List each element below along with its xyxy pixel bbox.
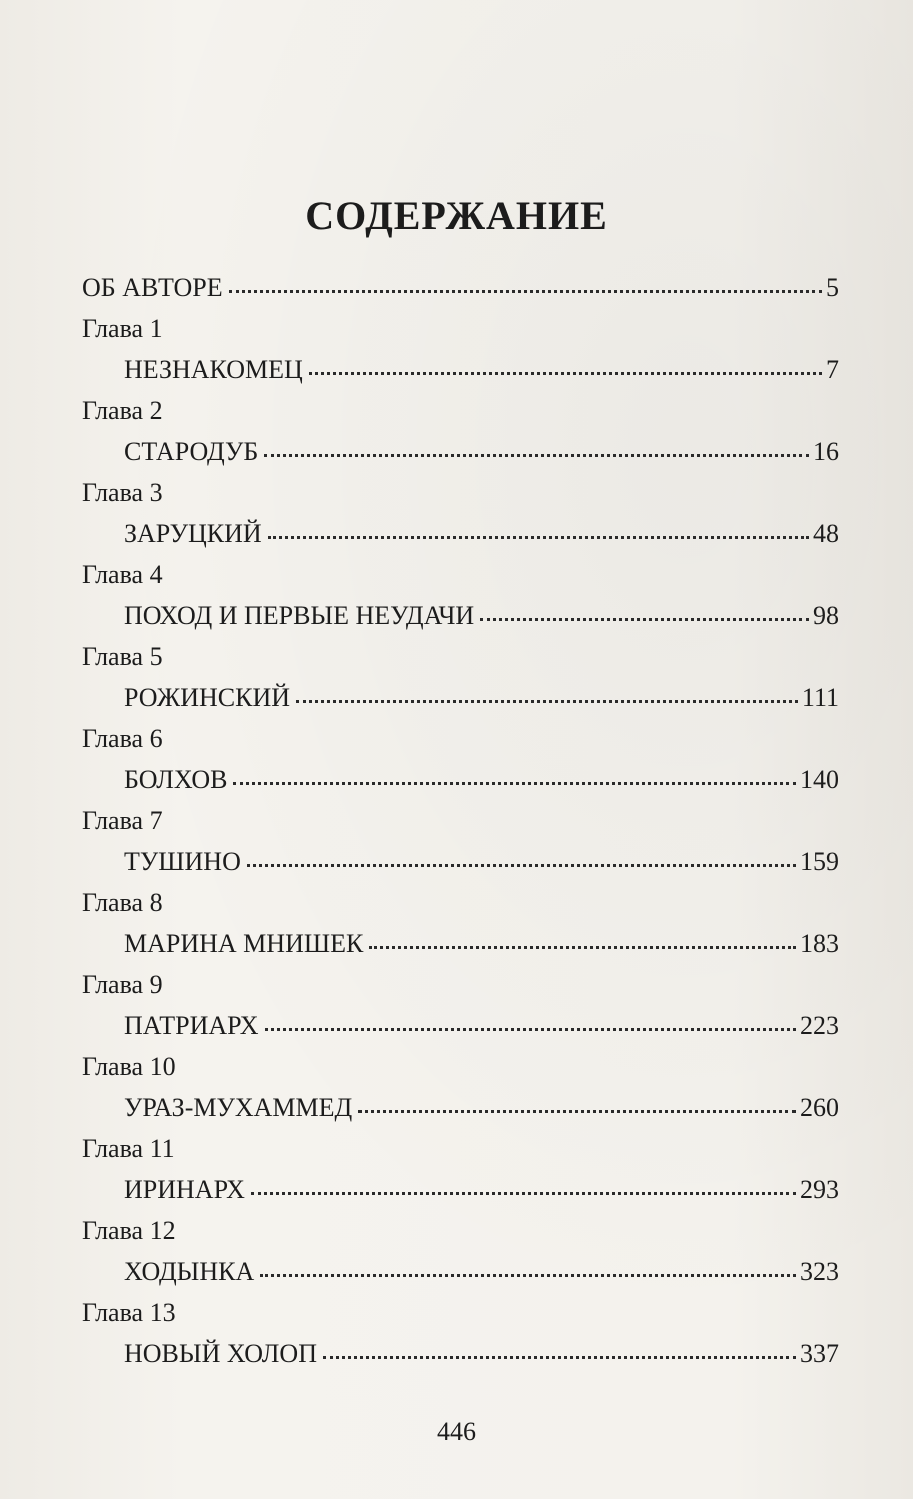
toc-entry-label: БОЛХОВ xyxy=(124,765,228,794)
chapter-heading: Глава 8 xyxy=(82,888,163,917)
page-number: 446 xyxy=(437,1417,476,1446)
toc-entry-page: 293 xyxy=(800,1175,839,1204)
dot-leader xyxy=(296,700,798,703)
toc-entry-page: 16 xyxy=(813,437,839,466)
toc-entry-label: ПОХОД И ПЕРВЫЕ НЕУДАЧИ xyxy=(124,601,475,630)
toc-entry-chapter-13 xyxy=(82,1333,839,1374)
dot-leader xyxy=(229,290,822,293)
toc-entry-page: 5 xyxy=(826,273,839,302)
toc-entry-chapter-2 xyxy=(82,431,839,472)
toc-entry-page: 140 xyxy=(800,765,839,794)
chapter-heading: Глава 13 xyxy=(82,1298,176,1327)
dot-leader xyxy=(369,946,796,949)
toc-entry-page: 260 xyxy=(800,1093,839,1122)
toc-entry-about-author xyxy=(82,267,839,308)
toc-entry-chapter-7 xyxy=(82,841,839,882)
toc-entry-chapter-3 xyxy=(82,513,839,554)
toc-entry-chapter-9 xyxy=(82,1005,839,1046)
toc-entry-chapter-4 xyxy=(82,595,839,636)
table-of-contents xyxy=(82,267,839,1374)
toc-entry-page: 323 xyxy=(800,1257,839,1286)
toc-entry-page: 98 xyxy=(813,601,839,630)
chapter-heading: Глава 4 xyxy=(82,560,163,589)
chapter-list xyxy=(82,308,839,1374)
toc-entry-page: 337 xyxy=(800,1339,839,1368)
chapter-heading: Глава 2 xyxy=(82,396,163,425)
dot-leader xyxy=(265,1028,796,1031)
toc-entry-chapter-6 xyxy=(82,759,839,800)
chapter-heading: Глава 9 xyxy=(82,970,163,999)
chapter-heading: Глава 3 xyxy=(82,478,163,507)
toc-entry-label: НОВЫЙ ХОЛОП xyxy=(124,1339,317,1368)
dot-leader xyxy=(264,454,809,457)
toc-entry-page: 223 xyxy=(800,1011,839,1040)
toc-entry-page: 111 xyxy=(801,683,839,712)
toc-entry-page: 48 xyxy=(813,519,839,548)
dot-leader xyxy=(358,1110,796,1113)
dot-leader xyxy=(233,782,796,785)
dot-leader xyxy=(480,618,809,621)
toc-entry-chapter-5 xyxy=(82,677,839,718)
toc-entry-chapter-11 xyxy=(82,1169,839,1210)
chapter-heading: Глава 12 xyxy=(82,1216,176,1245)
dot-leader xyxy=(309,372,822,375)
toc-entry-chapter-8 xyxy=(82,923,839,964)
chapter-heading: Глава 5 xyxy=(82,642,163,671)
toc-entry-label: ОБ АВТОРЕ xyxy=(82,273,223,302)
chapter-heading: Глава 10 xyxy=(82,1052,176,1081)
page-title: СОДЕРЖАНИЕ xyxy=(305,193,608,238)
toc-entry-label: РОЖИНСКИЙ xyxy=(124,683,290,712)
toc-entry-label: НЕЗНАКОМЕЦ xyxy=(124,355,303,384)
dot-leader xyxy=(247,864,796,867)
toc-entry-label: МАРИНА МНИШЕК xyxy=(124,929,364,958)
toc-entry-label: ХОДЫНКА xyxy=(124,1257,255,1286)
toc-entry-label: СТАРОДУБ xyxy=(124,437,259,466)
dot-leader xyxy=(323,1356,796,1359)
toc-entry-chapter-12 xyxy=(82,1251,839,1292)
toc-entry-label: ИРИНАРХ xyxy=(124,1175,245,1204)
toc-entry-label: УРАЗ-МУХАММЕД xyxy=(124,1093,353,1122)
toc-entry-chapter-1 xyxy=(82,349,839,390)
toc-entry-page: 183 xyxy=(800,929,839,958)
toc-entry-label: ЗАРУЦКИЙ xyxy=(124,519,262,548)
chapter-heading: Глава 11 xyxy=(82,1134,175,1163)
chapter-heading: Глава 1 xyxy=(82,314,163,343)
dot-leader xyxy=(260,1274,796,1277)
toc-entry-page: 7 xyxy=(826,355,839,384)
toc-entry-page: 159 xyxy=(800,847,839,876)
dot-leader xyxy=(251,1192,796,1195)
toc-entry-label: ПАТРИАРХ xyxy=(124,1011,259,1040)
toc-entry-label: ТУШИНО xyxy=(124,847,241,876)
chapter-heading: Глава 7 xyxy=(82,806,163,835)
chapter-heading: Глава 6 xyxy=(82,724,163,753)
dot-leader xyxy=(268,536,809,539)
toc-entry-chapter-10 xyxy=(82,1087,839,1128)
